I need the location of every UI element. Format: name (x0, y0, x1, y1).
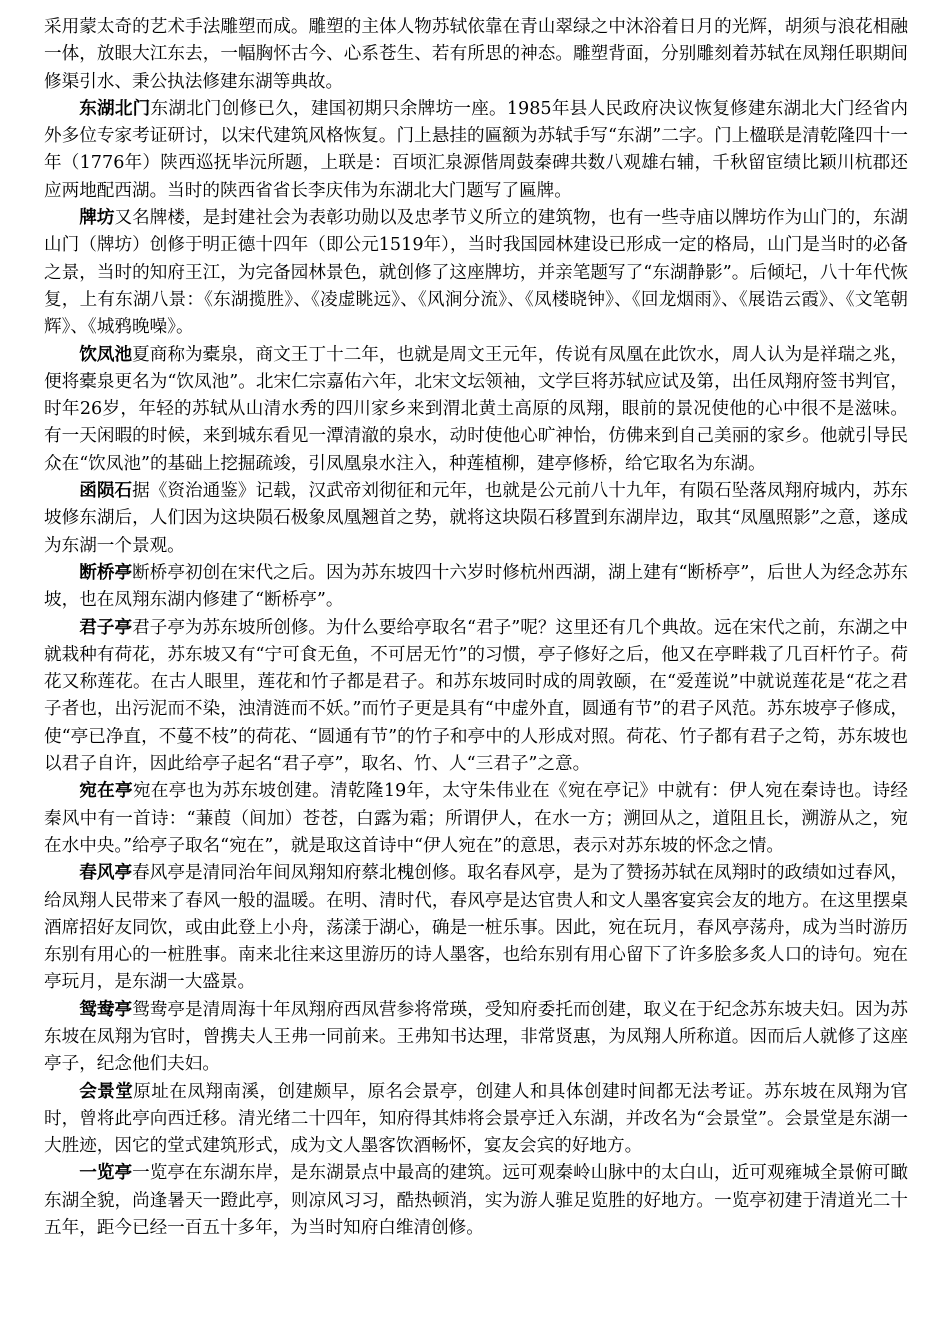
paragraph-term: 鸳鸯亭 (79, 999, 133, 1020)
paragraph-spring-breeze-pavilion (44, 860, 908, 996)
paragraph-term: 一览亭 (79, 1163, 133, 1184)
paragraph-wanzai-pavilion (44, 778, 908, 860)
paragraph-text: 又名牌楼，是封建社会为表彰功勋以及忠孝节义所立的建筑物，也有一些寺庙以牌坊作为山门的，东湖山门（牌坊）创修于明正德十四年（即公元1519年），当时我国园林建设已形成一定的格局，山门是当时的必备之景，当时的知府王江，为完备园林景色，就创修了这座牌坊，并亲笔题写了“东湖静影”。后倾圮，八十年代恢复，上有东湖八景：《东湖揽胜》、《凌虚眺远》、《风涧分流》、《凤楼晓钟》、《回龙烟雨》、《展诰云霞》、《文笔朝辉》、《城鸦晚噪》。 (44, 208, 908, 338)
paragraph-yilan-pavilion (44, 1160, 908, 1242)
paragraph-gentleman-pavilion (44, 615, 908, 779)
paragraph-text: 一览亭在东湖东岸，是东湖景点中最高的建筑。远可观秦岭山脉中的太白山，近可观雍城全景俯可瞰东湖全貌，尚逢暑天一蹬此亭，则凉风习习，酷热顿消，实为游人骓足览胜的好地方。一览亭初建于清道光二十五年，距今已经一百五十多年，为当时知府白维清创修。 (44, 1163, 908, 1239)
paragraph-term: 饮凤池 (79, 344, 133, 365)
paragraph-broken-bridge-pavilion (44, 560, 908, 615)
paragraph-term: 牌坊 (79, 208, 115, 229)
paragraph-text: 东湖北门创修已久，建国初期只余牌坊一座。1985年县人民政府决议恢复修建东湖北大门经省内外多位专家考证研讨，以宋代建筑风格恢复。门上悬挂的匾额为苏轼手写“东湖”二字。门上楹联是清乾隆四十一年（1776年）陕西巡抚毕沅所题，上联是：百顷汇泉源偕周鼓秦碑共数八观雄右辅，千秋留宦绩比颖川杭郡还应两地配西湖。当时的陕西省省长李庆伟为东湖北大门题写了匾牌。 (44, 98, 908, 201)
paragraph-text: 宛在亭也为苏东坡创建。清乾隆19年，太守朱伟业在《宛在亭记》中就有：伊人宛在秦诗也。诗经秦风中有一首诗：“蒹葭（间加）苍苍，白露为霜；所谓伊人，在水一方；溯回从之，道阻且长，溯游从之，宛在水中央。”给亭子取名“宛在”，就是取这首诗中“伊人宛在”的意思，表示对苏东坡的怀念之情。 (44, 781, 908, 856)
paragraph-term: 断桥亭 (79, 562, 133, 583)
paragraph-text: 君子亭为苏东坡所创修。为什么要给亭取名“君子”呢？这里还有几个典故。远在宋代之前，东湖之中就栽种有荷花，苏东坡又有“宁可食无鱼，不可居无竹”的习惯，亭子修好之后，他又在亭畔栽了几百杆竹子。荷花又称莲花。在古人眼里，莲花和竹子都是君子。和苏东坡同时成的周敦颐，在“爱莲说”中就说莲花是“花之君子者也，出污泥而不染，浊清涟而不妖。”而竹子更是具有“中虚外直，圆通有节”的君子风范。苏东坡亭子修成，使“亭已净直，不蔓不枝”的荷花、“圆通有节”的竹子和亭中的人形成对照。荷花、竹子都有君子之笱，苏东坡也以君子自许，因此给亭子起名“君子亭”，取名、竹、人“三君子”之意。 (44, 617, 908, 775)
paragraph-meteorite (44, 478, 908, 560)
paragraph-mandarin-duck-pavilion (44, 997, 908, 1079)
paragraph-term: 君子亭 (79, 617, 133, 638)
paragraph-north-gate (44, 96, 908, 205)
paragraph-text: 据《资治通鉴》记载，汉武帝刘彻征和元年，也就是公元前八十九年，有陨石坠落凤翔府城内，苏东坡修东湖后，人们因为这块陨石极象凤凰翘首之势，就将这块陨石移置到东湖岸边，取其“凤凰照影”之意，遂成为东湖一个景观。 (44, 481, 908, 556)
paragraph-memorial-arch (44, 205, 908, 341)
paragraph-text: 鸳鸯亭是清周海十年凤翔府西凤营参将常瑛，受知府委托而创建，取义在于纪念苏东坡夫妇。因为苏东坡在凤翔为官时，曾携夫人王弗一同前来。王弗知书达理，非常贤惠，为凤翔人所称道。因而后人就修了这座亭子，纪念他们夫妇。 (44, 999, 908, 1075)
paragraph-intro (44, 14, 908, 96)
paragraph-text: 原址在凤翔南溪，创建颇早，原名会景亭，创建人和具体创建时间都无法考证。苏东坡在凤翔为官时，曾将此亭向西迁移。清光绪二十四年，知府得其炜将会景亭迁入东湖，并改名为“会景堂”。会景堂是东湖一大胜迹，因它的堂式建筑形式，成为文人墨客饮酒畅怀，宴友会宾的好地方。 (44, 1081, 908, 1157)
paragraph-huijing-hall (44, 1079, 908, 1161)
paragraph-term: 会景堂 (79, 1081, 134, 1102)
paragraph-text: 采用蒙太奇的艺术手法雕塑而成。雕塑的主体人物苏轼依靠在青山翠绿之中沐浴着日月的光辉，胡须与浪花相融一体，放眼大江东去，一幅胸怀古今、心系苍生、若有所思的神态。雕塑背面，分别雕刻着苏轼在凤翔任职期间修渠引水、秉公执法修建东湖等典故。 (44, 17, 908, 92)
paragraph-text: 春风亭是清同治年间凤翔知府蔡北槐创修。取名春风亭，是为了赞扬苏轼在凤翔时的政绩如过春风，给凤翔人民带来了春风一般的温暖。在明、清时代，春风亭是达官贵人和文人墨客宴宾会友的地方。在这里摆桌酒席招好友同饮，或由此登上小舟，荡漾于湖心，确是一桩乐事。因此，宛在玩月，春风亭荡舟，成为当时游历东别有用心的一桩胜事。南来北往来这里游历的诗人墨客，也给东别有用心留下了许多脍多炙人口的诗句。宛在亭玩月，是东湖一大盛景。 (44, 863, 908, 993)
paragraph-text: 夏商称为橐泉，商文王丁十二年，也就是周文王元年，传说有凤凰在此饮水，周人认为是祥瑞之兆，便将橐泉更名为“饮凤池”。北宋仁宗嘉佑六年，北宋文坛领袖，文学巨将苏轼应试及第，出任凤翔府签书判官，时年26岁，年轻的苏轼从山清水秀的四川家乡来到渭北黄土高原的凤翔，眼前的景况使他的心中很不是滋味。有一天闲暇的时候，来到城东看见一潭清澈的泉水，动时使他心旷神怡，仿佛来到自己美丽的家乡。他就引导民众在“饮凤池”的基础上挖掘疏竣，引凤凰泉水注入，种莲植柳，建亭修桥，给它取名为东湖。 (44, 344, 908, 474)
paragraph-term: 宛在亭 (79, 781, 133, 802)
paragraph-text: 断桥亭初创在宋代之后。因为苏东坡四十六岁时修杭州西湖，湖上建有“断桥亭”，后世人为经念苏东坡，也在凤翔东湖内修建了“断桥亭”。 (44, 562, 908, 611)
paragraph-term: 春风亭 (79, 863, 133, 884)
paragraph-term: 函陨石 (79, 481, 133, 502)
paragraph-term: 东湖北门 (79, 98, 151, 119)
paragraph-phoenix-pool (44, 342, 908, 478)
document-page (44, 14, 908, 1242)
